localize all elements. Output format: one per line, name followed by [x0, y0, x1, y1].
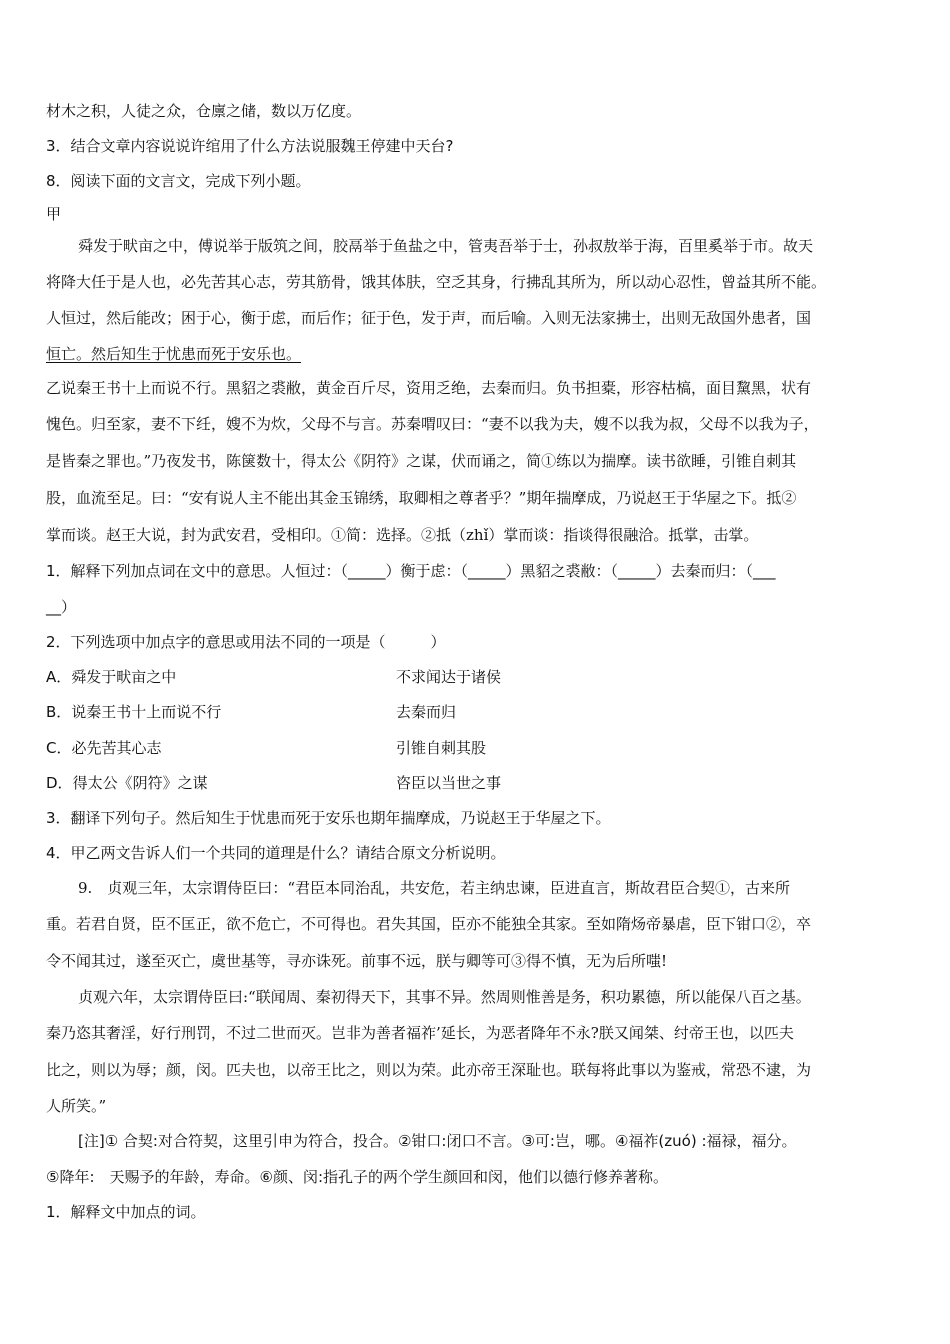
passage-yi-line: 乙说秦王书十上而说不行。黑貂之裘敝，黄金百斤尽，资用乏绝，去秦而归。负书担橐，形容枯槁，面目黧黑，状有 — [46, 379, 812, 397]
option-right: 引锥自刺其股 — [396, 739, 487, 757]
note-line: [注]① 合契:对合符契，这里引申为符合，投合。②钳口:闭口不言。③可:岂，哪。④福祚(zuó) :福禄，福分。 — [78, 1132, 797, 1150]
passage-jia-line: 舜发于畎亩之中，傅说举于版筑之间，胶鬲举于鱼盐之中，管夷吾举于士，孙叔敖举于海，百里奚举于市。故天 — [78, 237, 814, 255]
question-9-line: 秦乃恣其奢淫，好行刑罚，不过二世而灭。岂非为善者福祚’延长，为恶者降年不永?朕又闻桀、纣帝王也，以匹夫 — [46, 1024, 794, 1042]
option-b — [46, 702, 457, 722]
option-c — [46, 738, 487, 758]
question-9-line: 人所笑。” — [46, 1097, 107, 1115]
option-label: D． — [46, 774, 73, 792]
passage-jia-line: 人恒过，然后能改；困于心，衡于虑，而后作；征于色，发于声，而后喻。入则无法家拂士，出则无敌国外患者，国 — [46, 309, 812, 327]
question-9-sub-1: 1．解释文中加点的词。 — [46, 1203, 206, 1221]
question-9-line: 重。若君自贤，臣不匡正，欲不危亡，不可得也。君失其国，臣亦不能独全其家。至如隋炀帝暴虐，臣下钳口②，卒 — [46, 915, 812, 933]
question-3: 3．结合文章内容说说许绾用了什么方法说服魏王停建中天台? — [46, 137, 454, 155]
note-line: ⑤降年: 天赐予的年龄，寿命。⑥颜、闵:指孔子的两个学生颜回和闵，他们以德行修养著称。 — [46, 1168, 669, 1186]
sub-question-4: 4．甲乙两文告诉人们一个共同的道理是什么？请结合原文分析说明。 — [46, 844, 506, 862]
sub-question-2: 2．下列选项中加点字的意思或用法不同的一项是（ ） — [46, 633, 446, 651]
question-9-line: 比之，则以为辱；颜，闵。匹夫也，以帝王比之，则以为荣。此亦帝王深耻也。联每将此事以为鉴戒，常恐不逮，为 — [46, 1061, 812, 1079]
option-left: 必先苦其心志 — [71, 739, 162, 757]
option-right: 去秦而归 — [396, 703, 457, 721]
passage-jia-line: 恒亡。然后知生于忧患而死于安乐也。 — [46, 345, 302, 363]
option-a — [46, 667, 502, 687]
sub-question-1-cont: __） — [46, 598, 77, 616]
passage-jia-line: 将降大任于是人也，必先苦其心志，劳其筋骨，饿其体肤，空乏其身，行拂乱其所为，所以动心忍性，曾益其所不能。 — [46, 273, 827, 291]
passage-yi-line: 掌而谈。赵王大说，封为武安君，受相印。①简：选择。②抵（zhǐ）掌而谈：指谈得很融洽。抵掌，击掌。 — [46, 526, 759, 544]
passage-yi-line: 是皆秦之罪也。”乃夜发书，陈箧数十，得太公《阴符》之谋，伏而诵之，简①练以为揣摩。读书欲睡，引锥自刺其 — [46, 452, 797, 470]
option-label: A． — [46, 668, 72, 686]
question-8-heading: 8．阅读下面的文言文，完成下列小题。 — [46, 172, 311, 190]
passage-yi-line: 股，血流至足。曰：“安有说人主不能出其金玉锦绣，取卿相之尊者乎？”期年揣摩成，乃说赵王于华屋之下。抵② — [46, 489, 797, 507]
passage-yi-line: 愧色。归至家，妻不下纴，嫂不为炊，父母不与言。苏秦喟叹曰：“妻不以我为夫，嫂不以我为叔，父母不以我为子， — [46, 415, 819, 433]
option-left: 得太公《阴符》之谋 — [72, 774, 208, 792]
option-left: 说秦王书十上而说不行 — [71, 703, 222, 721]
text-line: 材木之积，人徒之众，仓廪之储，数以万亿度。 — [46, 102, 362, 120]
option-right: 咨臣以当世之事 — [396, 774, 502, 792]
option-label: C． — [46, 739, 72, 757]
option-label: B． — [46, 703, 72, 721]
passage-jia-label: 甲 — [46, 205, 62, 223]
question-9-line: 令不闻其过，遂至灭亡，虞世基等，寻亦诛死。前事不远，朕与卿等可③得不慎，无为后所嗤! — [46, 952, 668, 970]
option-left: 舜发于畎亩之中 — [71, 668, 177, 686]
sub-question-3: 3．翻译下列句子。然后知生于忧患而死于安乐也期年揣摩成，乃说赵王于华屋之下。 — [46, 809, 611, 827]
sub-question-1: 1．解释下列加点词在文中的意思。人恒过：（_____）衡于虑：（_____）黑貂之裘敝：（_____）去秦而归：（___ — [46, 562, 776, 580]
option-d — [46, 773, 502, 793]
question-9-line: 贞观六年，太宗谓侍臣曰:“联闻周、秦初得天下，其事不异。然周则惟善是务，积功累德，所以能保八百之基。 — [78, 988, 811, 1006]
option-right: 不求闻达于诸侯 — [396, 668, 502, 686]
question-9-line: 9. 贞观三年，太宗谓侍臣曰：“君臣本同治乱，共安危，若主纳忠谏，臣进直言，斯故君臣合契①，古来所 — [78, 879, 790, 897]
